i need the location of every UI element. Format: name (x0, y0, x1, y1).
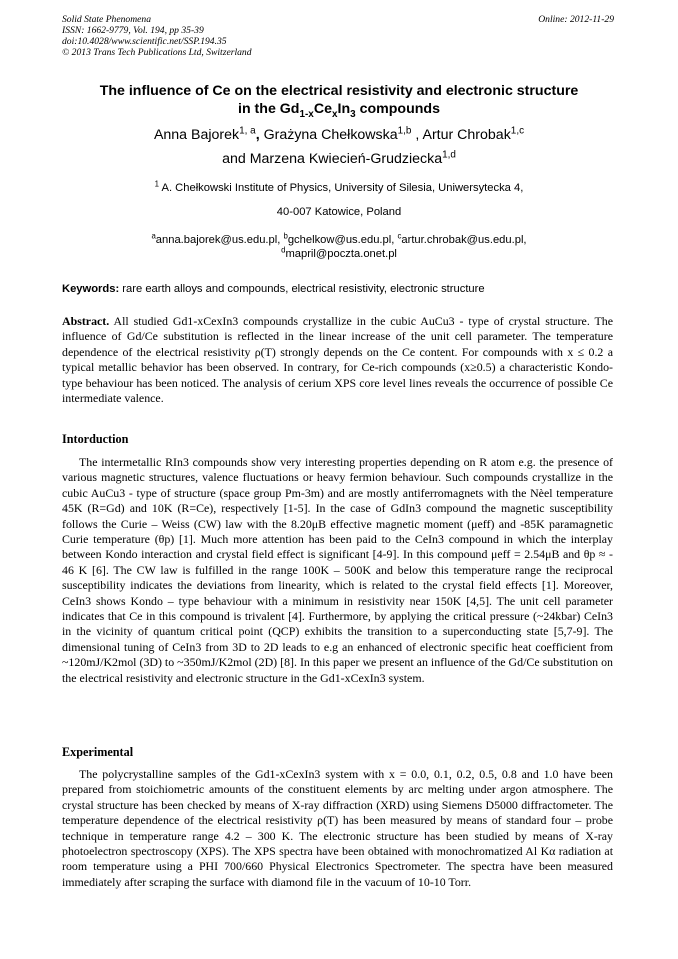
author-emails: $^a$anna.bajorek@us.edu.pl, $^b$gchelkow@us.edu.pl, $^c$artur.chrobak@us.edu.pl, $^d$mapril@poczta.onet.pl (151, 231, 527, 260)
author-list (30, 123, 648, 171)
abstract-text: All studied Gd1-xCexIn3 compounds crystallize in the cubic AuCu3 - type of crystal structure. The influence of Gd/Ce substitution is reflected in the linear increase of the unit cell parameter. The temperature dependence of the electrical resistivity ρ(T) strongly depends on the Ce content. For compounds with x ≤ 0.2 a typical metallic behavior has been observed. In contrary, for Ce-rich compounds (x≥0.5) a characteristic Kondo-type behaviour has been noticed. The analysis of cerium XPS core level lines reveals the occurrence of possible Ce intermediate valence. (62, 314, 613, 406)
author-name: Anna Bajorek (153, 127, 240, 143)
section-heading-introduction: Intorduction (62, 432, 129, 446)
introduction-body: The intermetallic RIn3 compounds show very interesting properties depending on R atom e.g. the presence of various magnetic structures, valence fluctuations or heavy fermion behaviour. Such compounds crystallize in the cubic AuCu3 - type of structure (space group Pm-3m) and are mostly antiferromagnets with the Nèel temperature 45K (R=Gd) and 10K (R=Ce), respectively [1-5]. In the case of GdIn3 compound the magnetic susceptibility follows the Curie – Weiss (CW) law with the 8.20μB effective magnetic moment (μeff) and -85K paramagnetic Curie temperature (θp) [1]. Much more attention has been paid to the CeIn3 compound in which the interplay between Kondo interaction and crystal field effect is significant [4-9]. In this compound μeff = 2.54μB and θp ≈ - 46 K [6]. The CW law is fulfilled in the range 100K – 500K and below this temperature range the reciprocal susceptibility indicates the deviations from linearity, which is related to the crystal field effects [1]. Moreover, CeIn3 shows Kondo – type behaviour with a minimum in resistivity near 150K [4,5]. The unit cell parameter indicates that Ce in this compound is trivalent [4]. Furthermore, by applying the critical pressure (~24kbar) CeIn3 in the vicinity of quantum critical point (QCP) exhibits the transition to a superconducting state [5,7-9]. The dimensional tuning of CeIn3 from 3D to 2D leads to e.g an enhanced of electronic specific heat coefficient from ~120mJ/K2mol (3D) to ~350mJ/K2mol (2D) [8]. In this paper we present an influence of the Gd/Ce substitution on the electrical resistivity and electronic structure in the Gd1-xCexIn3 system. (62, 455, 613, 685)
authors-line-1: Anna Bajorek$^{1, a}$, Grażyna Chełkowska$^{1,b}$ , Artur Chrobak$^{1,c}$ (153, 125, 525, 143)
authors-line-2: and Marzena Kwiecień-Grudziecka$^{1,d}$ (222, 149, 456, 167)
title-line-1: The influence of Ce on the electrical resistivity and electronic structure (99, 83, 579, 99)
author-name: Marzena Kwiecień-Grudziecka (249, 151, 443, 167)
journal-copyright: © 2013 Trans Tech Publications Ltd, Switzerland (62, 47, 252, 58)
journal-header (62, 14, 614, 58)
author-name: Grażyna Chełkowska (263, 127, 398, 143)
section-heading-experimental: Experimental (62, 745, 134, 759)
abstract-label: Abstract. (62, 314, 110, 328)
title-line-2: in the $Gd_{1-x}Ce_xIn_3$ compounds (238, 101, 440, 120)
author-name: Artur Chrobak (422, 127, 511, 143)
abstract (62, 314, 613, 406)
experimental-body: The polycrystalline samples of the Gd1-xCexIn3 system with x = 0.0, 0.1, 0.2, 0.5, 0.8 and 1.0 have been prepared from stoichiometric amounts of the constituent elements by arc melting under argon atmosphere. The crystal structure has been checked by means of X-ray diffraction (XRD) using Siemens D5000 diffractometer. The temperature dependence of the electrical resistivity ρ(T) has been measured by means of standard four – probe technique in temperature range 4.2 – 300 K. The electronic structure has been studied by means of X-ray photoelectron spectroscopy (XPS). The XPS spectra have been obtained with monochromatized Al Kα radiation at room temperature using a PHI 700/660 Physical Electronics Spectrometer. The spectra have been measured immediately after scraping the surface with diamond file in the vacuum of 10-10 Torr. (62, 767, 613, 889)
paper-title (40, 82, 638, 118)
affiliation: $^1$ A. Chełkowski Institute of Physics, University of Silesia, Uniwersytecka 4, 40-007 Katowice, Poland (154, 179, 524, 218)
keywords: Keywords: rare earth alloys and compounds, electrical resistivity, electronic structure (62, 283, 485, 295)
journal-doi: doi:10.4028/www.scientific.net/SSP.194.35 (62, 36, 227, 47)
journal-issn: ISSN: 1662-9779, Vol. 194, pp 35-39 (62, 25, 204, 36)
journal-name: Solid State Phenomena (62, 14, 151, 25)
online-date: Online: 2012-11-29 (538, 14, 614, 25)
